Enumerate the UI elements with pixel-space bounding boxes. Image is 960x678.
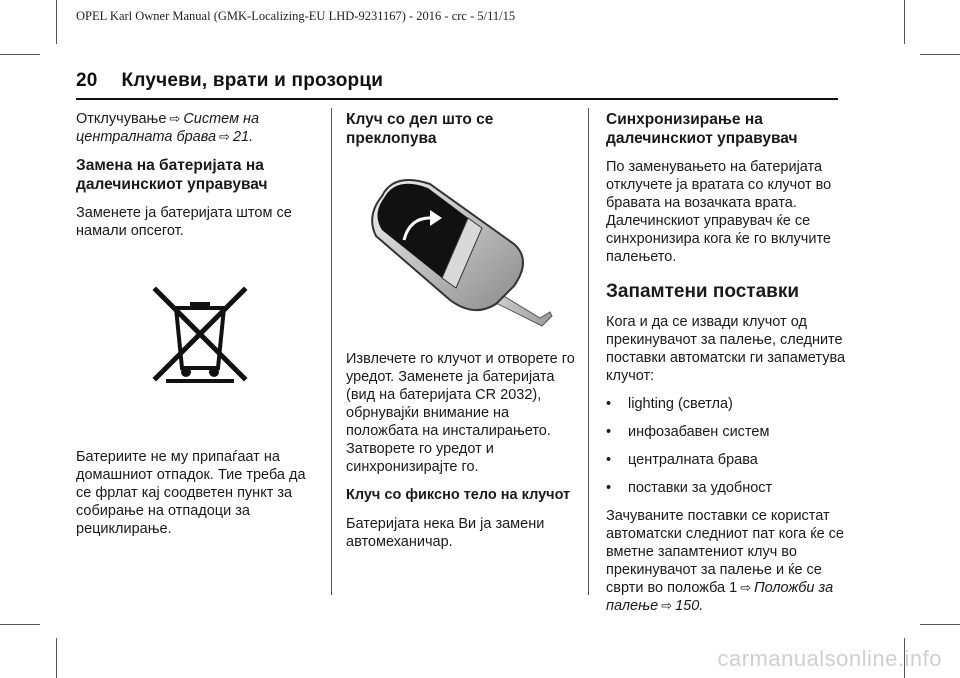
list-item [606,479,846,497]
page-reference[interactable]: 150 [675,598,700,614]
cross-reference-arrow-icon: ⇨ [169,111,181,126]
list-item-text: lighting (светла) [628,396,733,412]
list-item [606,395,846,413]
page-number: 20 [76,70,98,91]
section-heading: Синхронизирање на далечинскиот управувач [606,111,798,147]
list-item [606,423,846,441]
crop-mark [0,624,40,625]
cross-reference-arrow-icon: ⇨ [661,598,673,613]
paragraph: Заменете ја батеријата штом се намали опсегот. [76,205,292,239]
paragraph: Зачуваните поставки се користат автоматски следниот пат кога ќе се вметне запамтениот клуч во прекинувачот за палење и ќе се сврти во положба 1 ⇨ Положби за палење ⇨ 150. [606,508,844,614]
paragraph: По заменувањето на батеријата отклучете ја вратата со клучот во бравата на возачката врата. Далечинскиот управувач ќе се синхронизира кога ќе го вклучите палењето. [606,159,832,265]
list-item-text: централната брава [628,452,758,468]
list-item-text: инфозабавен систем [628,424,770,440]
crop-mark [0,54,40,55]
paragraph: Кога и да се извади клучот од прекинувачот за палење, следните поставки автоматски ги запаметува клучот: [606,314,846,384]
cross-reference-link[interactable]: Положби за палење [606,580,834,614]
section-heading: Клуч со фиксно тело на клучот [346,487,571,503]
crop-mark [56,638,57,678]
column-1 [76,110,316,548]
cross-reference-arrow-icon: ⇨ [740,580,752,595]
page-reference[interactable]: 21 [232,129,250,145]
text: Отклучување [76,111,167,127]
print-metadata: OPEL Karl Owner Manual (GMK-Localizing-EU LHD-9231167) - 2016 - crc - 5/11/15 [76,9,516,23]
bullet-icon: • [606,480,612,496]
crop-mark [920,54,960,55]
section-heading: Запамтени поставки [606,281,800,302]
paragraph: Батериите не му припаѓаат на домашниот отпадок. Тие треба да се фрлат кај соодветен пункт за собирање на отпадоци за рециклирање. [76,449,306,537]
header-rule [76,98,838,100]
text: Зачуваните поставки се користат автоматски следниот пат кога ќе се вметне запамтениот клуч во прекинувачот за палење и ќе се сврти во положба 1 [606,508,844,596]
column-divider [331,108,332,595]
folding-key-illustration [364,166,574,342]
column-divider [588,108,589,595]
crop-mark [920,624,960,625]
paragraph: Батеријата нека Ви ја замени автомеханичар. [346,516,545,550]
section-heading: Клуч со дел што се преклопува [346,111,494,147]
list-item [606,451,846,469]
figure-container [346,158,578,350]
paragraph: Извлечете го клучот и отворете го уредот. Заменете ја батеријата (вид на батеријата CR 2032), обрнувајќи внимание на положбата на инсталирањето. Затворете го уредот и синхронизирајте го. [346,351,575,475]
page-header [76,70,383,92]
bullet-icon: • [606,396,612,412]
cross-reference-arrow-icon: ⇨ [219,129,230,144]
bullet-icon: • [606,452,612,468]
bullet-icon: • [606,424,612,440]
list-item-text: поставки за удобност [628,480,773,496]
crop-mark [904,0,905,44]
figure-container [76,250,316,448]
column-3 [606,110,846,625]
paragraph: Отклучување ⇨ Систем на централната брава ⇨ 21. [76,111,260,145]
section-title: Клучеви, врати и прозорци [121,70,384,91]
watermark-logo[interactable]: carmanualsonline.info [717,646,942,671]
column-2 [346,110,578,561]
section-heading: Замена на батеријата на далечинскиот управувач [76,157,268,193]
crop-mark [56,0,57,44]
cross-reference-link[interactable]: Систем на централната брава [76,111,260,145]
crossed-out-wheelie-bin-icon [150,284,250,384]
